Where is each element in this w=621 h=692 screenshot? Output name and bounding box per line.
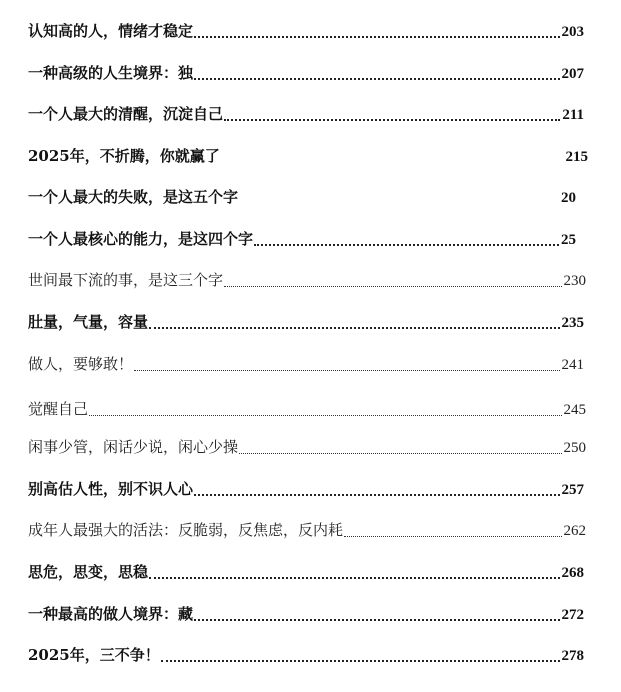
toc-entry[interactable]	[28, 312, 584, 333]
toc-entry-page: 278	[561, 648, 584, 664]
toc-entry-title: 肚量，气量，容量	[28, 313, 149, 331]
toc-entry-page: 241	[561, 357, 584, 373]
toc-entry-title: 成年人最强大的活法：反脆弱，反焦虑，反内耗	[28, 521, 344, 539]
toc-entry-title: 别高估人性，别不识人心	[28, 480, 194, 498]
toc-entry[interactable]	[28, 63, 584, 84]
toc-entry-title: 一种最高的做人境界：藏	[28, 605, 194, 623]
toc-entry-title: 世间最下流的事，是这三个字	[28, 271, 224, 289]
toc-leader-dots	[254, 244, 559, 246]
toc-entry-page: 25	[561, 232, 576, 248]
toc-entry-page: 230	[563, 273, 586, 289]
toc-entry-page: 203	[561, 24, 584, 40]
toc-entry-page: 207	[561, 66, 584, 82]
toc-leader-dots	[134, 370, 559, 371]
toc-entry-title: 一个人最大的清醒，沉淀自己	[28, 105, 224, 123]
toc-entry-page: 20	[561, 190, 576, 206]
toc-entry[interactable]	[28, 604, 584, 625]
toc-entry-title: 2025年，三不争！	[28, 646, 160, 664]
toc-entry-page: 257	[561, 482, 584, 498]
toc-entry-page: 268	[561, 565, 584, 581]
toc-leader-dots	[149, 327, 559, 329]
toc-leader-dots	[149, 577, 559, 579]
toc-entry[interactable]	[28, 21, 584, 42]
toc-entry-page: 245	[563, 402, 586, 418]
toc-entry[interactable]	[28, 229, 576, 250]
toc-leader-dots	[89, 415, 561, 416]
toc-entry[interactable]	[28, 520, 586, 541]
toc-leader-dots	[161, 660, 560, 662]
toc-entry-title: 2025年，不折腾，你就赢了	[28, 147, 220, 165]
toc-entry-page: 235	[561, 315, 584, 331]
toc-leader-dots	[224, 286, 561, 287]
toc-leader-dots	[194, 619, 559, 621]
toc-entry-title: 一个人最核心的能力，是这四个字	[28, 230, 254, 248]
toc-leader-dots	[239, 453, 561, 454]
toc-leader-dots	[194, 494, 559, 496]
toc-entry-page: 272	[561, 607, 584, 623]
toc-entry-title: 认知高的人，情绪才稳定	[28, 22, 194, 40]
toc-entry-page: 211	[562, 107, 584, 123]
toc-entry-title: 闲事少管，闲话少说，闲心少操	[28, 438, 239, 456]
toc-entry[interactable]	[28, 187, 576, 208]
toc-leader-dots	[194, 36, 559, 38]
toc-entry-title: 做人，要够敢！	[28, 355, 134, 373]
toc-entry[interactable]	[28, 270, 586, 291]
toc-entry[interactable]	[28, 104, 584, 125]
toc-entry[interactable]	[28, 645, 584, 666]
toc-entry-page: 262	[563, 523, 586, 539]
toc-entry[interactable]	[28, 562, 584, 583]
toc-entry[interactable]	[28, 479, 584, 500]
toc-leader-dots	[194, 78, 559, 80]
toc-entry-title: 思危，思变，思稳	[28, 563, 149, 581]
toc-entry-title: 觉醒自己	[28, 400, 89, 418]
toc-entry[interactable]	[28, 146, 588, 167]
toc-entry-title: 一个人最大的失败，是这五个字	[28, 188, 239, 206]
toc-entry-title: 一种高级的人生境界：独	[28, 64, 194, 82]
toc-entry-page: 215	[565, 149, 588, 165]
toc-entry[interactable]	[28, 399, 586, 420]
toc-entry[interactable]	[28, 354, 584, 375]
toc-leader-dots	[344, 536, 561, 537]
toc-entry[interactable]	[28, 437, 586, 458]
toc-leader-dots	[224, 119, 560, 121]
toc-entry-page: 250	[563, 440, 586, 456]
